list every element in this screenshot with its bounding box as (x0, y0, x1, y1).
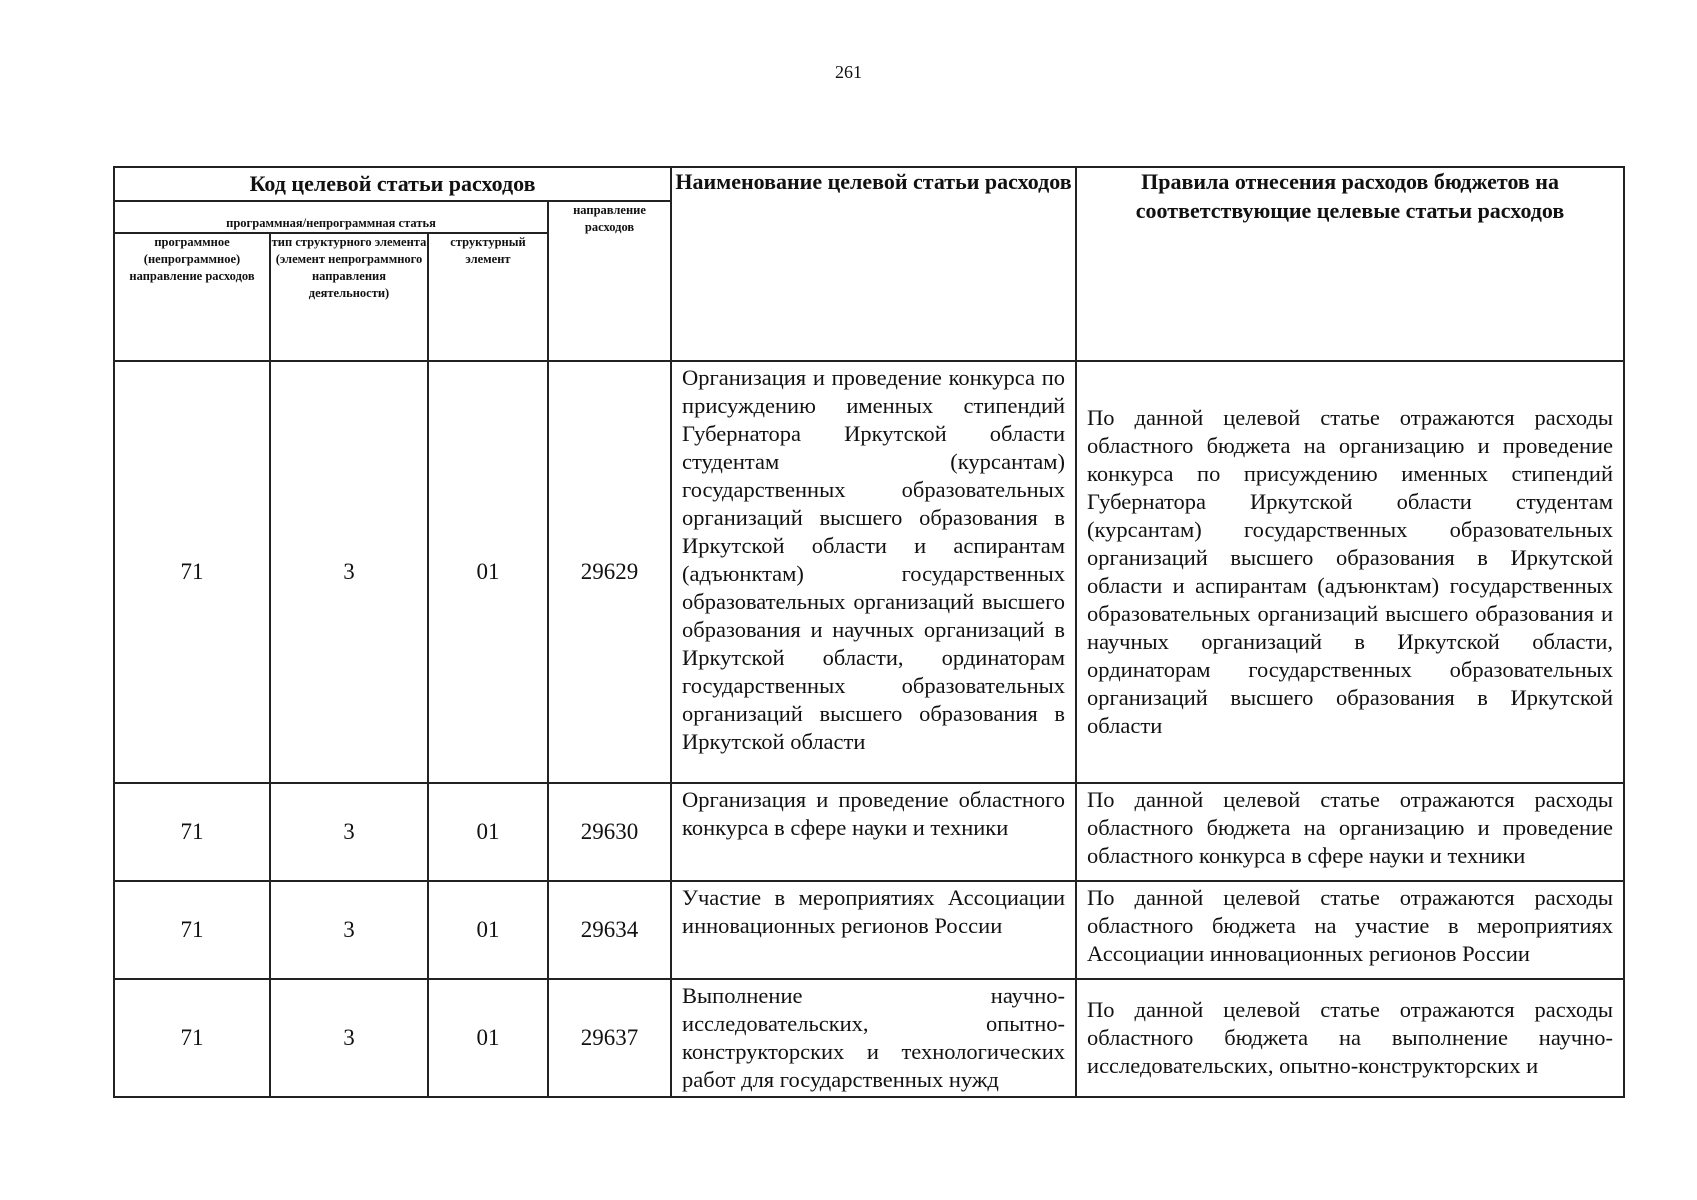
budget-classification-table (113, 166, 1625, 1098)
type-code-cell: 3 (270, 979, 428, 1097)
element-code-cell: 01 (428, 361, 548, 783)
article-name-cell: Организация и проведение областного конкурса в сфере науки и техники (671, 783, 1076, 881)
program-article-header: программная/непрограммная статья (114, 201, 548, 233)
direction-code-cell: 29637 (548, 979, 671, 1097)
element-code-cell: 01 (428, 979, 548, 1097)
rules-title-header: Правила отнесения расходов бюджетов на соответствующие целевые статьи расходов (1076, 167, 1624, 361)
article-rule-cell: По данной целевой статье отражаются расходы областного бюджета на участие в мероприятиях Ассоциации инновационных регионов России (1076, 881, 1624, 979)
article-name-cell: Выполнение научно-исследовательских, опытно-конструкторских и технологических работ для государственных нужд (671, 979, 1076, 1097)
type-code-cell: 3 (270, 881, 428, 979)
table-row (114, 783, 1624, 881)
program-code-cell: 71 (114, 783, 270, 881)
name-title-header: Наименование целевой статьи расходов (671, 167, 1076, 361)
element-code-cell: 01 (428, 881, 548, 979)
type-code-cell: 3 (270, 783, 428, 881)
direction-header: направление расходов (548, 201, 671, 361)
direction-code-cell: 29629 (548, 361, 671, 783)
direction-code-cell: 29634 (548, 881, 671, 979)
direction-code-cell: 29630 (548, 783, 671, 881)
structural-element-header: структурный элемент (428, 233, 548, 361)
page-number: 261 (835, 62, 862, 82)
program-code-cell: 71 (114, 881, 270, 979)
table-row (114, 361, 1624, 783)
structural-type-header: тип структурного элемента (элемент непрограммного направления деятельности) (270, 233, 428, 361)
article-name-cell: Организация и проведение конкурса по присуждению именных стипендий Губернатора Иркутской области студентам (курсантам) государственных образовательных организаций высшего образования в Иркутской области и аспирантам (адъюнктам) государственных образовательных организаций высшего образования и научных организаций в Иркутской области, ординаторам государственных образовательных организаций высшего образования в Иркутской области (671, 361, 1076, 783)
table-row (114, 881, 1624, 979)
article-name-cell: Участие в мероприятиях Ассоциации инновационных регионов России (671, 881, 1076, 979)
article-rule-cell: По данной целевой статье отражаются расходы областного бюджета на выполнение научно-исследовательских, опытно-конструкторских и (1076, 979, 1624, 1097)
program-code-cell: 71 (114, 979, 270, 1097)
program-code-cell: 71 (114, 361, 270, 783)
element-code-cell: 01 (428, 783, 548, 881)
code-title-header: Код целевой статьи расходов (114, 167, 671, 201)
type-code-cell: 3 (270, 361, 428, 783)
article-rule-cell: По данной целевой статье отражаются расходы областного бюджета на организацию и проведение областного конкурса в сфере науки и техники (1076, 783, 1624, 881)
program-direction-header: программное (непрограммное) направление расходов (114, 233, 270, 361)
article-rule-cell: По данной целевой статье отражаются расходы областного бюджета на организацию и проведение конкурса по присуждению именных стипендий Губернатора Иркутской области студентам (курсантам) государственных образовательных организаций высшего образования в Иркутской области и аспирантам (адъюнктам) государственных образовательных организаций высшего образования и научных организаций в Иркутской области, ординаторам государственных образовательных организаций высшего образования в Иркутской области (1076, 361, 1624, 783)
table-row (114, 979, 1624, 1097)
